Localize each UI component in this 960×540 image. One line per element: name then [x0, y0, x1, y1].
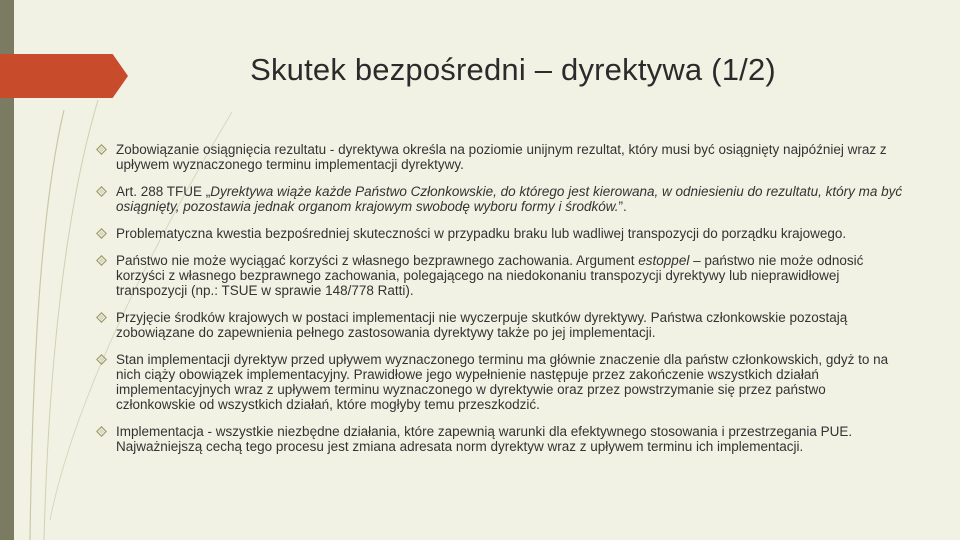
bullet-prefix: Państwo nie może wyciągać korzyści z własnego bezprawnego zachowania. Argument — [116, 253, 639, 268]
bullet-text: Implementacja - wszystkie niezbędne działania, które zapewnią warunki dla efektywnego stosowania i przestrzegania PUE. Najważniejszą cechą tego procesu jest zmiana adresata norm dyrektyw wraz z upływem terminu ich implementacji. — [116, 424, 853, 454]
bullet-prefix: Art. 288 TFUE „ — [116, 184, 211, 199]
bullet-text: Zobowiązanie osiągnięcia rezultatu - dyrektywa określa na poziomie unijnym rezultat, który musi być osiągnięty najpóźniej wraz z upływem wyznaczonego terminu implementacji dyrektywy. — [116, 142, 887, 172]
diamond-bullet-icon — [96, 144, 107, 155]
bullet-text — [116, 253, 863, 298]
bullet-suffix: ”. — [618, 199, 627, 214]
bullet-suffix: – państwo nie może odnosić korzyści z własnego bezprawnego zachowania, polegającego na niedokonaniu transpozycji dyrektywy lub nieprawidłowej transpozycji (np.: TSUE w sprawie 148/778 Ratti). — [116, 253, 864, 298]
bullet-item — [96, 424, 906, 454]
diamond-bullet-icon — [96, 255, 107, 266]
bullet-item — [96, 253, 906, 298]
diamond-bullet-icon — [96, 312, 107, 323]
bullet-text: Problematyczna kwestia bezpośredniej skuteczności w przypadku braku lub wadliwej transpozycji do porządku krajowego. — [116, 226, 847, 241]
bullet-item — [96, 184, 906, 214]
bullet-quote: Dyrektywa wiąże każde Państwo Członkowskie, do którego jest kierowana, w odniesieniu do rezultatu, który ma być osiągnięty, pozostawia jednak organom krajowym swobodę wyboru formy i środków. — [116, 184, 903, 214]
bullet-italic-term: estoppel — [638, 253, 690, 268]
bullet-text: Przyjęcie środków krajowych w postaci implementacji nie wyczerpuje skutków dyrektywy. Państwa członkowskie pozostają zobowiązane do zapewnienia pełnego zastosowania dyrektywy także po jej implementacji. — [116, 310, 848, 340]
bullet-list — [96, 142, 906, 466]
diamond-bullet-icon — [96, 426, 107, 437]
diamond-bullet-icon — [96, 186, 107, 197]
bullet-text: Stan implementacji dyrektyw przed upływem wyznaczonego terminu ma głównie znaczenie dla państw członkowskich, gdyż to na nich ciąży obowiązek implementacyjny. Prawidłowe jego wypełnienie następuje przez zakończenie wszystkich działań implementacyjnych wraz z upływem terminu wyznaczonego w dyrektywie oraz przez powstrzymanie się przez państwo członkowskie od wszystkich działań, które mogłyby temu przeszkodzić. — [116, 352, 889, 412]
diamond-bullet-icon — [96, 354, 107, 365]
bullet-item — [96, 310, 906, 340]
slide-title: Skutek bezpośredni – dyrektywa (1/2) — [250, 52, 776, 87]
bullet-item — [96, 226, 906, 241]
bullet-text — [116, 184, 902, 214]
diamond-bullet-icon — [96, 228, 107, 239]
bullet-item — [96, 142, 906, 172]
bullet-item — [96, 352, 906, 412]
